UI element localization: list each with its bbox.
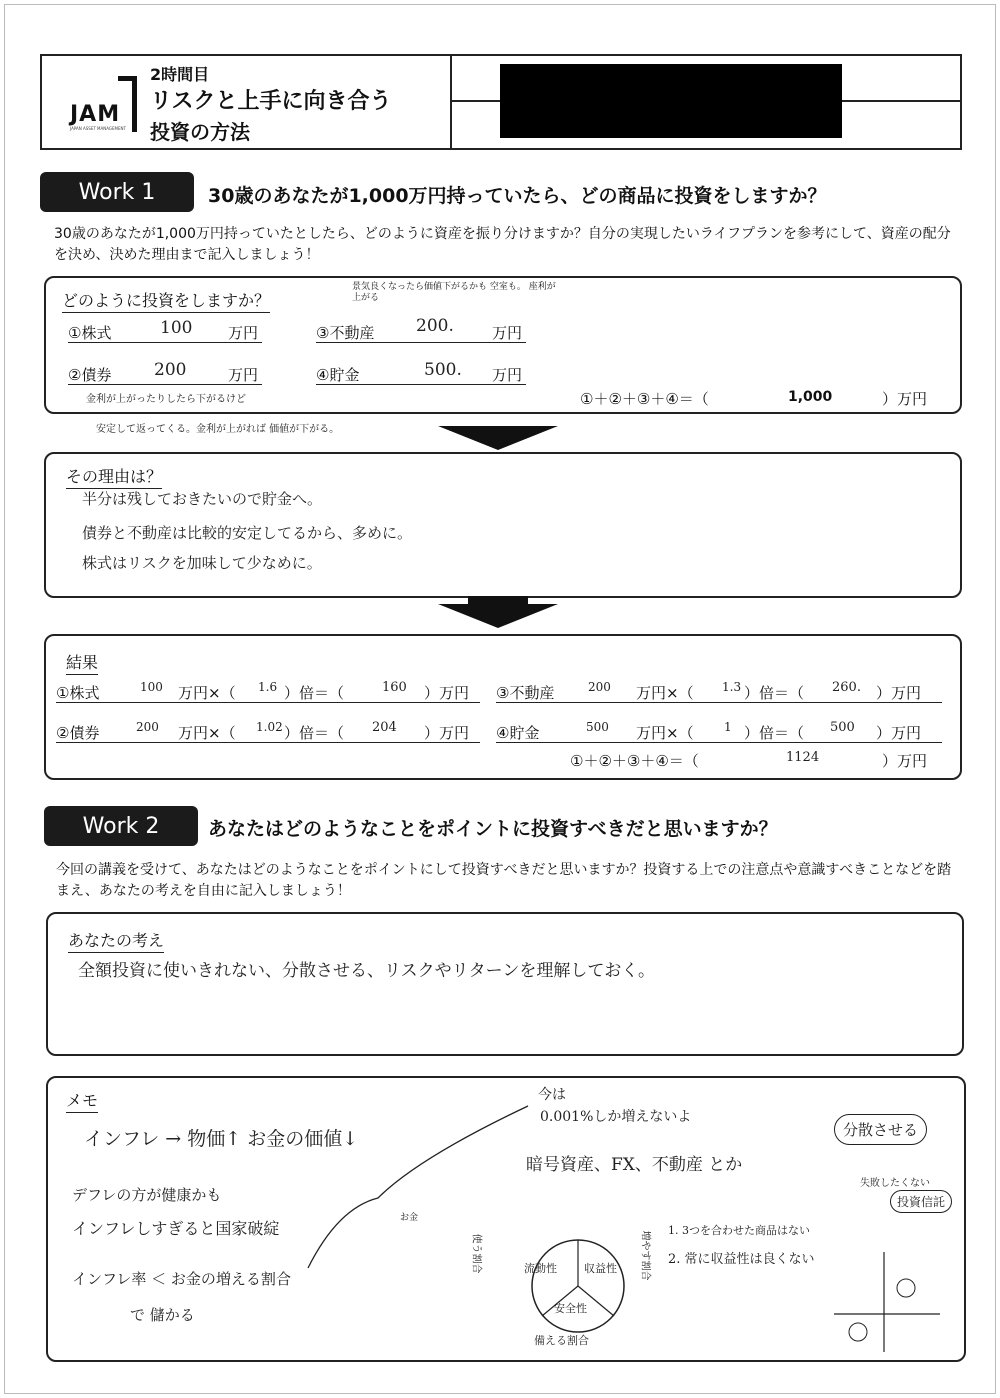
worksheet-header <box>40 54 962 150</box>
realestate-value[interactable]: 200. <box>416 316 454 336</box>
result-realestate-amount[interactable]: 200 <box>588 680 611 694</box>
work1-badge: Work 1 <box>40 172 194 212</box>
redacted-name <box>500 64 842 138</box>
bonds-note-2: 安定して返ってくる。金利が上がれば 価値が下がる。 <box>96 424 340 435</box>
memo-small-note: お金 <box>400 1213 419 1223</box>
result-bonds-mult[interactable]: 1.02 <box>256 720 283 734</box>
man-yen-close: ）万円 <box>424 684 470 702</box>
sum-close: ）万円 <box>882 390 928 408</box>
stocks-label: ①株式 <box>68 324 112 342</box>
reason-line3[interactable]: 株式はリスクを加味して少なめに。 <box>82 554 322 572</box>
result-bonds-value[interactable]: 204 <box>372 720 397 735</box>
memo-box <box>46 1076 966 1362</box>
result-box <box>44 634 962 780</box>
result-stocks-amount[interactable]: 100 <box>140 680 163 694</box>
memo-bunsan: 分散させる <box>834 1114 927 1145</box>
memo-connector-curve <box>298 1098 538 1278</box>
allocation-box <box>44 276 962 414</box>
result-bonds-amount[interactable]: 200 <box>136 720 159 734</box>
opinion-box <box>46 912 964 1056</box>
result-savings-mult[interactable]: 1 <box>724 720 732 734</box>
unit-label: 万円 <box>492 366 523 384</box>
unit-label: 万円 <box>492 324 523 342</box>
memo-side-left: 使う割合 <box>470 1233 482 1274</box>
times-eq: ）倍＝（ <box>744 724 805 742</box>
savings-value[interactable]: 500. <box>424 360 462 380</box>
memo-line3: インフレしすぎると国家破綻 <box>72 1219 280 1238</box>
logo-subtext: JAPAN ASSET MANAGEMENT <box>70 126 126 131</box>
stocks-value[interactable]: 100 <box>160 318 193 338</box>
allocation-label: どのように投資をしますか？ <box>62 288 270 313</box>
savings-label: ④貯金 <box>316 366 360 384</box>
work1-instructions: 30歳のあなたが1,000万円持っていたとしたら、どのように資産を振り分けますか？自分の実現したいライフプランを参考にして、資産の配分を決め、決めた理由まで記入しましょう！ <box>54 226 951 263</box>
work2-badge: Work 2 <box>44 806 198 846</box>
bonds-label: ②債券 <box>68 366 112 384</box>
memo-side-right: 増やす割合 <box>639 1230 651 1281</box>
yen-times: 万円×（ <box>636 724 694 742</box>
memo-line4: インフレ率 ＜ お金の増える割合 <box>72 1270 291 1288</box>
opinion-text[interactable]: 全額投資に使いきれない、分散させる、リスクやリターンを理解しておく。 <box>78 961 655 981</box>
risk-return-axis-icon <box>824 1248 944 1354</box>
yen-times: 万円×（ <box>636 684 694 702</box>
result-realestate-value[interactable]: 260. <box>832 680 861 695</box>
times-eq: ）倍＝（ <box>744 684 805 702</box>
memo-line5: で 儲かる <box>130 1306 195 1324</box>
memo-bottom: 備える割合 <box>534 1334 589 1347</box>
times-eq: ）倍＝（ <box>284 724 345 742</box>
result-sum-close: ）万円 <box>882 752 928 770</box>
opinion-label: あなたの考え <box>68 928 164 953</box>
memo-point1: 1. 3つを合わせた商品はない <box>668 1224 810 1237</box>
reason-label: その理由は？ <box>66 464 162 489</box>
reason-line2[interactable]: 債券と不動産は比較的安定してるから、多めに。 <box>82 524 413 542</box>
result-stocks-value[interactable]: 160 <box>382 680 407 695</box>
memo-point2: 2. 常に収益性は良くない <box>668 1252 815 1267</box>
jam-logo <box>70 76 142 132</box>
result-label: 結果 <box>66 650 98 675</box>
memo-lose: 失敗したくない <box>860 1178 930 1189</box>
man-yen-close: ）万円 <box>876 684 922 702</box>
unit-label: 万円 <box>228 366 259 384</box>
down-arrow-icon <box>438 604 558 628</box>
man-yen-close: ）万円 <box>876 724 922 742</box>
yen-times: 万円×（ <box>178 684 236 702</box>
reason-line1[interactable]: 半分は残しておきたいので貯金へ。 <box>82 490 323 508</box>
result-savings-label: ④貯金 <box>496 724 540 742</box>
memo-now: 今は <box>538 1087 566 1103</box>
logo-text: JAM <box>70 102 121 127</box>
session-label: 2時間目 <box>150 65 210 84</box>
memo-trust: 投資信託 <box>890 1190 952 1213</box>
down-arrow-icon <box>438 426 558 450</box>
memo-rate: 0.001%しか増えないよ <box>540 1109 692 1125</box>
bonds-value[interactable]: 200 <box>154 360 187 380</box>
work2-title: あなたはどのようなことをポイントに投資すべきだと思いますか？ <box>208 818 778 840</box>
result-savings-amount[interactable]: 500 <box>586 720 609 734</box>
memo-line2: デフレの方が健康かも <box>72 1186 222 1204</box>
unit-label: 万円 <box>228 324 259 342</box>
result-sum-value[interactable]: 1124 <box>786 750 820 765</box>
sum-value[interactable]: 1,000 <box>788 389 833 405</box>
memo-circle-b: 収益性 <box>584 1262 617 1275</box>
page-title-line2: 投資の方法 <box>150 120 250 144</box>
memo-line1: インフレ → 物価↑ お金の価値↓ <box>84 1128 359 1150</box>
result-stocks-mult[interactable]: 1.6 <box>258 680 278 694</box>
work2-instructions: 今回の講義を受けて、あなたはどのようなことをポイントにして投資すべきだと思いますか？投資する上での注意点や意識すべきことなどを踏まえ、あなたの考えを自由に記入しましょう！ <box>56 862 952 899</box>
result-stocks-label: ①株式 <box>56 684 100 702</box>
memo-assets: 暗号資産、FX、不動産 とか <box>526 1155 743 1175</box>
page-title-line1: リスクと上手に向き合う <box>150 89 392 114</box>
result-sum-label: ①＋②＋③＋④＝（ <box>570 752 699 770</box>
work1-title: 30歳のあなたが1,000万円持っていたら、どの商品に投資をしますか？ <box>208 185 827 207</box>
result-realestate-label: ③不動産 <box>496 684 555 702</box>
bonds-note: 金利が上がったりしたら下がるけど <box>86 394 246 405</box>
memo-circle-c: 安全性 <box>554 1302 587 1315</box>
times-eq: ）倍＝（ <box>284 684 345 702</box>
sum-label: ①＋②＋③＋④＝（ <box>580 390 709 408</box>
realestate-note: 景気良くなったら価値下がるかも 空室も。 座利が上がる <box>352 282 556 303</box>
yen-times: 万円×（ <box>178 724 236 742</box>
memo-label: メモ <box>66 1088 98 1113</box>
result-bonds-label: ②債券 <box>56 724 100 742</box>
result-savings-value[interactable]: 500 <box>830 720 855 735</box>
reason-box <box>44 452 962 598</box>
result-realestate-mult[interactable]: 1.3 <box>722 680 742 694</box>
realestate-label: ③不動産 <box>316 324 375 342</box>
memo-circle-a: 流動性 <box>524 1262 557 1275</box>
man-yen-close: ）万円 <box>424 724 470 742</box>
